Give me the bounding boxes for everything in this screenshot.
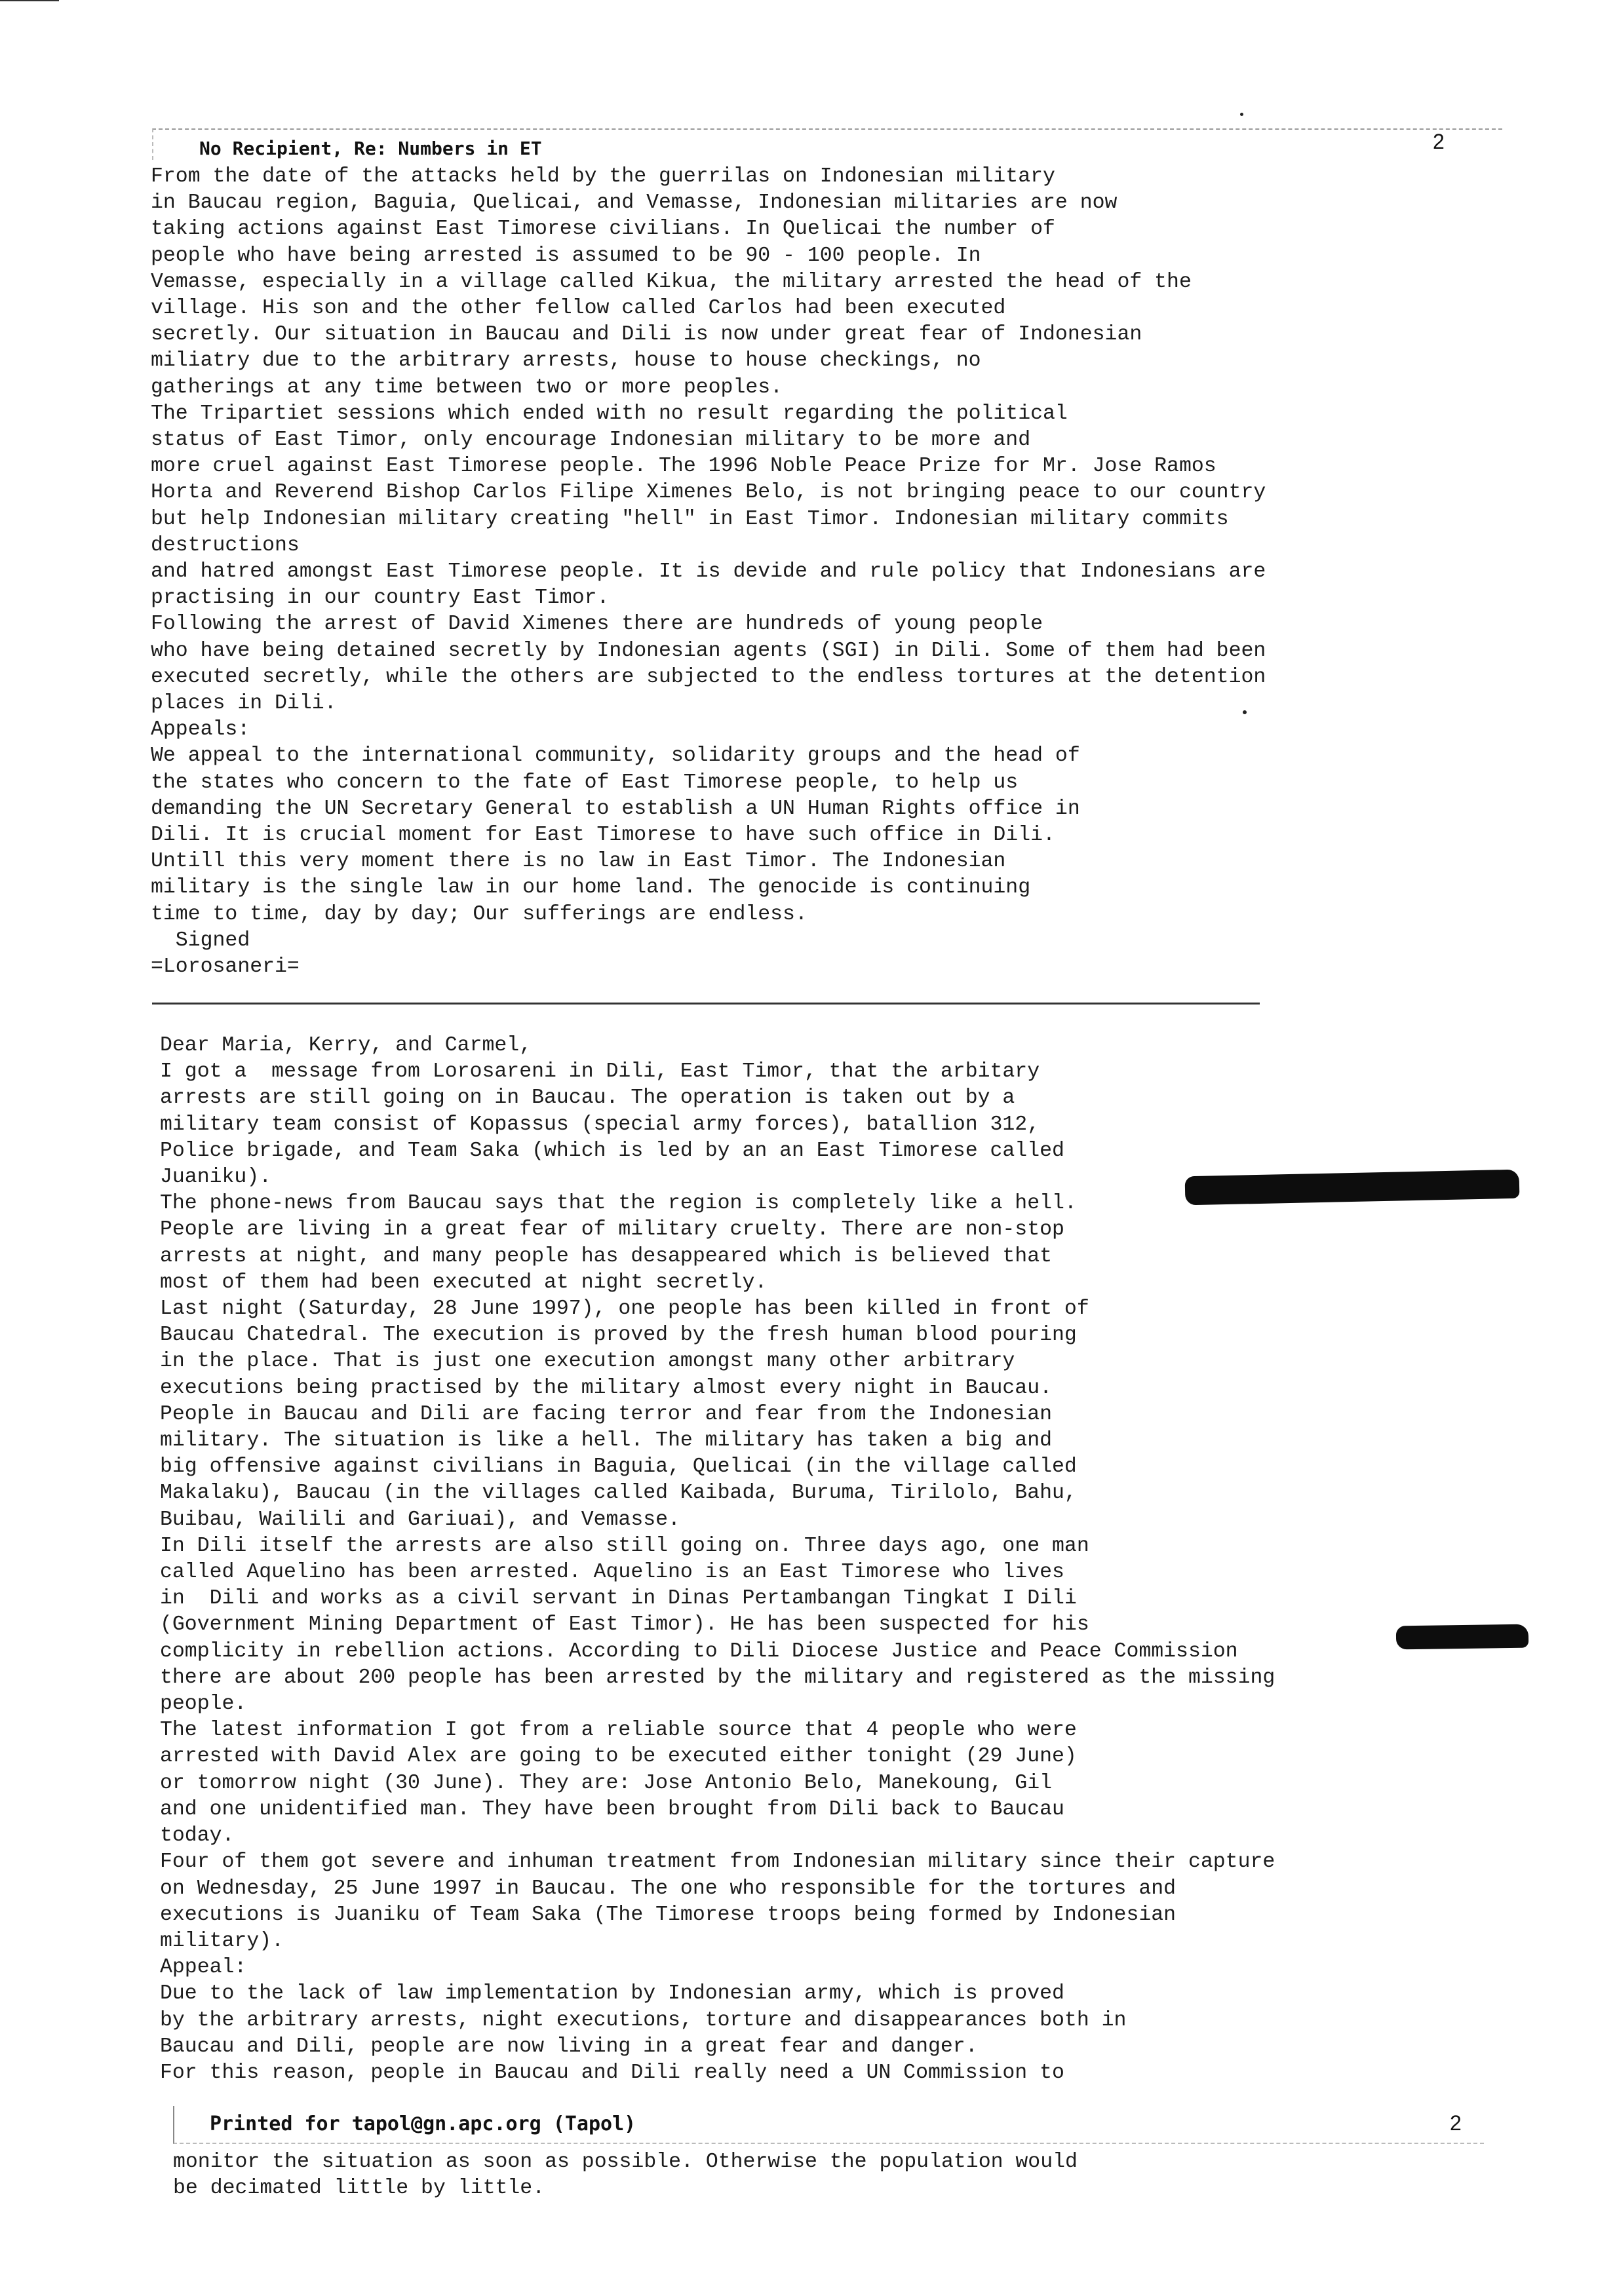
footer-title: Printed for tapol@gn.apc.org (Tapol) [210,2113,636,2135]
text-line: Signed [151,928,250,952]
text-line: Appeals: [151,718,250,742]
text-line: arrests are still going on in Baucau. The operation is taken out by a [160,1086,1015,1110]
text-line: Horta and Reverend Bishop Carlos Filipe Ximenes Belo, is not bringing peace to our country [151,481,1266,505]
text-line: be decimated little by little. [173,2177,545,2200]
text-line: called Aquelino has been arrested. Aquelino is an East Timorese who lives [160,1561,1064,1584]
text-line: military is the single law in our home land. The genocide is continuing [151,876,1031,900]
text-line: village. His son and the other fellow called Carlos had been executed [151,297,1006,320]
text-line: Baucau Chatedral. The execution is proved by the fresh human blood pouring [160,1324,1077,1347]
text-line: military team consist of Kopassus (special army forces), batallion 312, [160,1113,1040,1136]
text-line: and one unidentified man. They have been brought from Dili back to Baucau [160,1797,1064,1821]
text-line: executed secretly, while the others are subjected to the endless tortures at the detention [151,665,1266,689]
text-line: but help Indonesian military creating "hell" in East Timor. Indonesian military commits [151,507,1229,531]
text-line: For this reason, people in Baucau and Dili really need a UN Commission to [160,2061,1064,2084]
text-line: People are living in a great fear of military cruelty. There are non-stop [160,1218,1064,1242]
text-line: people. [160,1693,247,1716]
text-line: Due to the lack of law implementation by Indonesian army, which is proved [160,1982,1064,2006]
text-line: =Lorosaneri= [151,955,300,979]
text-line: big offensive against civilians in Baguia, Quelicai (in the village called [160,1455,1077,1479]
text-line: The latest information I got from a reliable source that 4 people who were [160,1719,1077,1742]
text-line: Untill this very moment there is no law in East Timor. The Indonesian [151,850,1006,873]
message-divider [152,1003,1260,1004]
text-line: military). [160,1929,284,1953]
text-line: Last night (Saturday, 28 June 1997), one people has been killed in front of [160,1297,1089,1321]
text-line: demanding the UN Secretary General to establish a UN Human Rights office in [151,797,1080,820]
text-line: Makalaku), Baucau (in the villages called Kaibada, Buruma, Tirilolo, Bahu, [160,1482,1077,1505]
text-line: From the date of the attacks held by the guerrilas on Indonesian military [151,165,1055,188]
text-line: the states who concern to the fate of East Timorese people, to help us [151,771,1019,794]
text-line: who have being detained secretly by Indonesian agents (SGI) in Dili. Some of them had been [151,639,1266,662]
text-line: The Tripartiet sessions which ended with no result regarding the political [151,402,1068,425]
text-line: miliatry due to the arbitrary arrests, house to house checkings, no [151,349,981,373]
text-line: time to time, day by day; Our sufferings are endless. [151,902,808,926]
text-line: Dili. It is crucial moment for East Timorese to have such office in Dili. [151,824,1055,847]
text-line: arrested with David Alex are going to be executed either tonight (29 June) [160,1745,1077,1769]
text-line: today. [160,1824,235,1848]
text-line: and hatred amongst East Timorese people. It is devide and rule policy that Indonesians are [151,560,1266,584]
text-line: destructions [151,533,300,557]
text-line: in Baucau region, Baguia, Quelicai, and Vemasse, Indonesian militaries are now [151,191,1118,215]
text-line: Juaniku). [160,1166,272,1189]
text-line: more cruel against East Timorese people. The 1996 Noble Peace Prize for Mr. Jose Ramos [151,455,1216,478]
message-1-body [151,164,1266,980]
text-line: executions being practised by the military almost every night in Baucau. [160,1376,1053,1400]
text-line: Appeal: [160,1956,247,1980]
text-line: Following the arrest of David Ximenes there are hundreds of young people [151,613,1043,636]
continuation-body [173,2149,1078,2202]
text-line: Dear Maria, Kerry, and Carmel, [160,1034,532,1057]
text-line: Four of them got severe and inhuman treatment from Indonesian military since their capture [160,1850,1275,1874]
scan-mark [0,0,59,1]
text-line: in Dili and works as a civil servant in Dinas Pertambangan Tingkat I Dili [160,1587,1077,1611]
text-line: there are about 200 people has been arrested by the military and registered as the missing [160,1666,1275,1689]
scan-speck [1243,710,1247,714]
text-line: The phone-news from Baucau says that the region is completely like a hell. [160,1192,1077,1215]
text-line: In Dili itself the arrests are also still going on. Three days ago, one man [160,1534,1089,1558]
footer-page-number: 2 [1450,2111,1462,2135]
text-line: in the place. That is just one execution amongst many other arbitrary [160,1350,1015,1373]
text-line: complicity in rebellion actions. According to Dili Diocese Justice and Peace Commission [160,1639,1238,1663]
redaction-mark [1185,1170,1520,1206]
scan-speck [1240,113,1243,116]
redaction-mark [1396,1624,1528,1650]
text-line: We appeal to the international community, solidarity groups and the head of [151,744,1080,768]
message-2-body [160,1033,1275,2086]
header-title: No Recipient, Re: Numbers in ET [199,138,542,159]
text-line: people who have being arrested is assumed to be 90 - 100 people. In [151,244,981,267]
text-line: gatherings at any time between two or more peoples. [151,375,783,399]
text-line: by the arbitrary arrests, night executions, torture and disappearances both in [160,2008,1127,2032]
text-line: on Wednesday, 25 June 1997 in Baucau. The one who responsible for the tortures and [160,1877,1177,1900]
text-line: executions is Juaniku of Team Saka (The Timorese troops being formed by Indonesian [160,1903,1177,1926]
text-line: monitor the situation as soon as possible. Otherwise the population would [173,2151,1078,2173]
text-line: status of East Timor, only encourage Indonesian military to be more and [151,429,1031,452]
text-line: most of them had been executed at night secretly. [160,1271,768,1294]
text-line: Buibau, Wailili and Gariuai), and Vemasse. [160,1508,680,1531]
text-line: arrests at night, and many people has desappeared which is believed that [160,1244,1053,1268]
text-line: places in Dili. [151,692,337,716]
text-line: (Government Mining Department of East Timor). He has been suspected for his [160,1613,1089,1637]
text-line: Baucau and Dili, people are now living in a great fear and danger. [160,2035,978,2058]
text-line: practising in our country East Timor. [151,586,610,610]
text-line: taking actions against East Timorese civilians. In Quelicai the number of [151,218,1055,241]
header-page-number: 2 [1433,130,1445,153]
text-line: People in Baucau and Dili are facing terror and fear from the Indonesian [160,1402,1053,1426]
text-line: military. The situation is like a hell. The military has taken a big and [160,1429,1053,1453]
text-line: Police brigade, and Team Saka (which is led by an an East Timorese called [160,1139,1064,1162]
text-line: I got a message from Lorosareni in Dili, East Timor, that the arbitary [160,1060,1040,1084]
text-line: Vemasse, especially in a village called Kikua, the military arrested the head of the [151,270,1192,294]
text-line: secretly. Our situation in Baucau and Dili is now under great fear of Indonesian [151,323,1142,347]
text-line: or tomorrow night (30 June). They are: Jose Antonio Belo, Manekoung, Gil [160,1771,1053,1795]
